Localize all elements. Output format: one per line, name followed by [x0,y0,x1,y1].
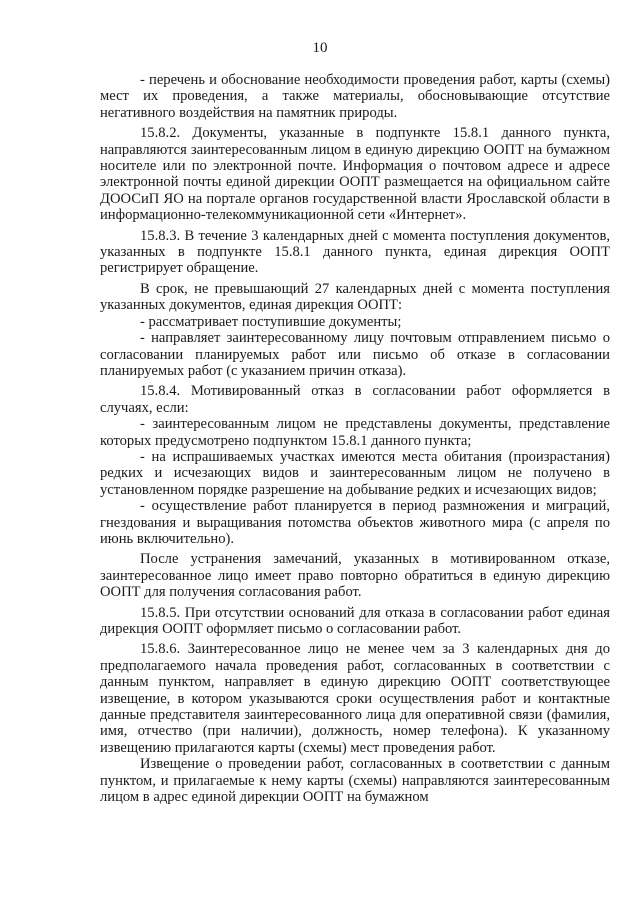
paragraph: 15.8.2. Документы, указанные в подпункте 15.8.1 данного пункта, направляются заинтересованным лицом в единую дирекцию ООПТ на бумажном носителе или по электронной почте. Информация о почтовом адресе и адресе электронной почты единой дирекции ООПТ размещается на официальном сайте ДООСиП ЯО на портале органов государственной власти Ярославской области в информационно-телекоммуникационной сети «Интернет». [100,125,610,224]
document-body [100,72,610,805]
paragraph: После устранения замечаний, указанных в мотивированном отказе, заинтересованное лицо имеет право повторно обратиться в единую дирекцию ООПТ для получения согласования работ. [100,551,610,601]
paragraph: - заинтересованным лицом не представлены документы, представление которых предусмотрено подпунктом 15.8.1 данного пункта; [100,416,610,449]
paragraph: В срок, не превышающий 27 календарных дней с момента поступления указанных документов, единая дирекция ООПТ: [100,280,610,314]
paragraph: 15.8.5. При отсутствии оснований для отказа в согласовании работ единая дирекция ООПТ оформляет письмо о согласовании работ. [100,604,610,637]
paragraph: - осуществление работ планируется в период размножения и миграций, гнездования и выращивания потомства объектов животного мира (с апреля по июнь включительно). [100,498,610,547]
paragraph: 15.8.6. Заинтересованное лицо не менее чем за 3 календарных дня до предполагаемого начала проведения работ, согласованных в соответствии с данным пунктом, направляет в единую дирекцию ООПТ соответствующее извещение, в котором указываются сроки осуществления работ и контактные данные представителя заинтересованного лица для оперативной связи (фамилия, имя, отчество (при наличии), должность, номер телефона). К указанному извещению прилагаются карты (схемы) мест проведения работ. [100,641,610,756]
paragraph: - на испрашиваемых участках имеются места обитания (произрастания) редких и исчезающих видов и заинтересованным лицом не получено в установленном порядке разрешение на добывание редких и исчезающих видов; [100,448,610,498]
paragraph: - рассматривает поступившие документы; [140,313,402,330]
page-number: 10 [312,40,328,56]
paragraph: - направляет заинтересованному лицу почтовым отправлением письмо о согласовании планируемых работ или письмо об отказе в согласовании планируемых работ (с указанием причин отказа). [100,330,610,379]
paragraph: - перечень и обоснование необходимости проведения работ, карты (схемы) мест их проведения, а также материалы, обосновывающие отсутствие негативного воздействия на памятник природы. [100,72,610,121]
paragraph: 15.8.4. Мотивированный отказ в согласовании работ оформляется в случаях, если: [100,383,610,416]
paragraph: Извещение о проведении работ, согласованных в соответствии с данным пунктом, и прилагаемые к нему карты (схемы) направляются заинтересованным лицом в адрес единой дирекции ООПТ на бумажном [100,756,610,806]
paragraph: 15.8.3. В течение 3 календарных дней с момента поступления документов, указанных в подпункте 15.8.1 данного пункта, единая дирекция ООПТ регистрирует обращение. [100,227,610,277]
